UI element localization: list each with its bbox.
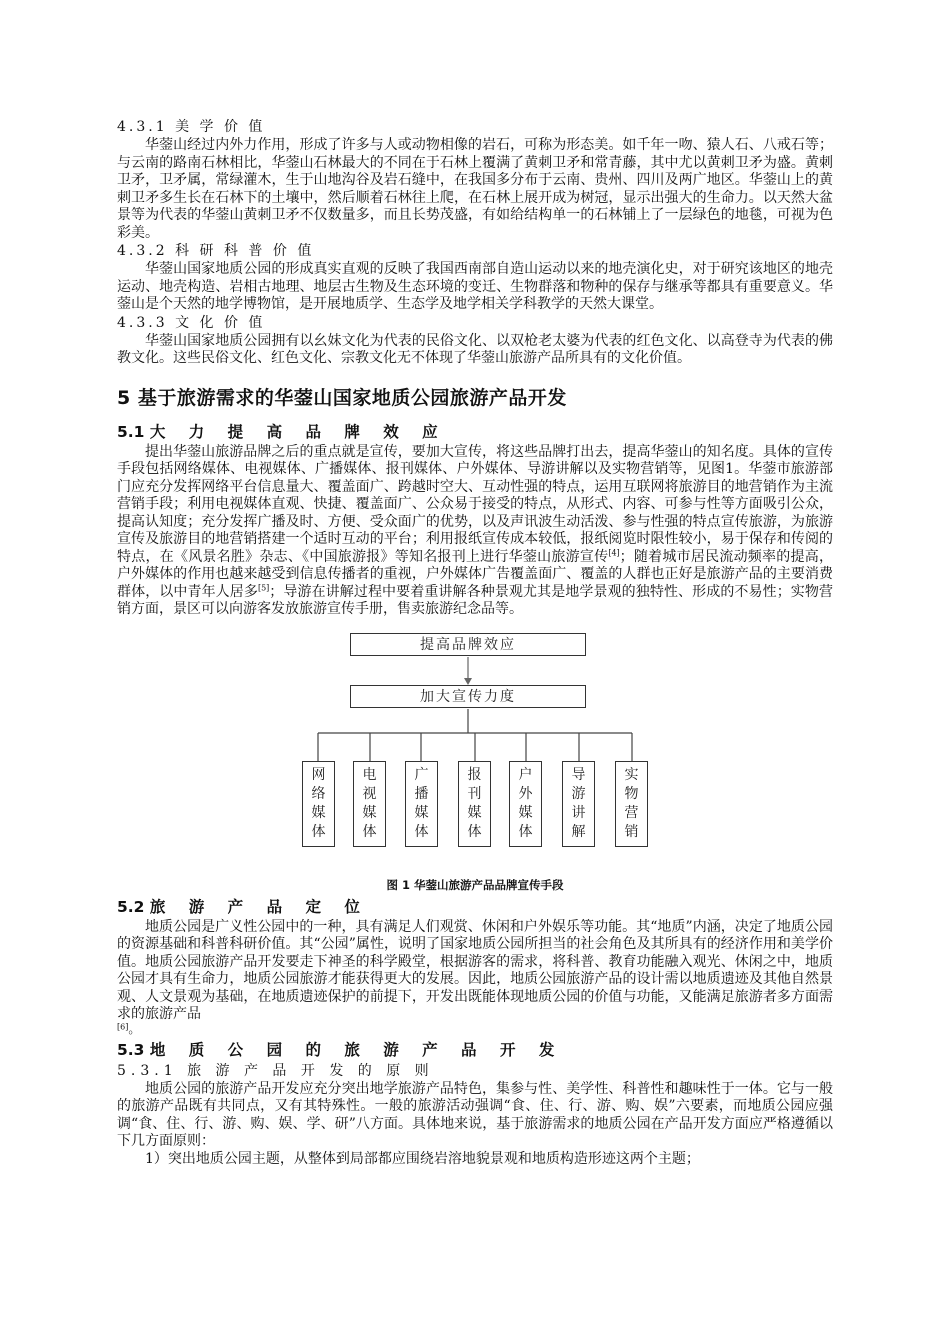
section-5-1-number: 5.1	[117, 422, 145, 441]
box-radio-media	[405, 761, 438, 847]
char: 体	[467, 823, 482, 840]
box-physical-marketing	[615, 761, 648, 847]
box-tv-media	[353, 761, 386, 847]
section-4-3-1-title: 4.3.1 美 学 价 值	[117, 119, 266, 135]
section-5-3-1-item-1: 1）突出地质公园主题，从整体到局部都应围绕岩溶地貌景观和地质构造形迹这两个主题；	[145, 1150, 700, 1167]
char: 游	[571, 785, 586, 802]
char: 销	[624, 823, 639, 840]
char: 媒	[518, 804, 533, 821]
char: 外	[518, 785, 533, 802]
box-increase-publicity: 加大宣传力度	[350, 685, 586, 708]
document-page	[117, 118, 833, 1168]
char: 实	[624, 766, 639, 783]
section-5-1-text-c: ；导游在讲解过程中要着重讲解各种景观尤其是地学景观的独特性、形成的不易性；实物营销方面，景区可以向游客发放旅游宣传手册，售卖旅游纪念品等。	[117, 583, 834, 617]
section-4-3-1-text: 华蓥山经过内外力作用，形成了许多与人或动物相像的岩石，可称为形态美。如千年一吻、猿人石、八戒石等；与云南的路南石林相比，华蓥山石林最大的不同在于石林上覆满了黄刺卫矛和常青藤，其中尤以黄刺卫矛为盛。黄刺卫矛，卫矛属，常绿灌木，生于山地沟谷及岩石缝中，在我国多分布于云南、贵州、四川及两广地区。华蓥山上的黄刺卫矛多生长在石林下的土壤中，然后顺着石林往上爬，在石林上展开成为树冠，显示出强大的生命力。以天然大盆景等为代表的华蓥山黄刺卫矛不仅数量多，而且长势茂盛，有如给结构单一的石林铺上了一层绿色的地毯，可视为色彩美。	[117, 137, 833, 241]
citation-6: [6]	[117, 1021, 129, 1031]
char: 体	[414, 823, 429, 840]
section-5-heading: 5 基于旅游需求的华蓥山国家地质公园旅游产品开发	[117, 386, 567, 409]
figure-1-diagram	[117, 633, 833, 875]
section-5-1-heading	[117, 422, 833, 442]
section-4-3-3-title: 4.3.3 文 化 价 值	[117, 314, 266, 331]
section-4-3-3-text: 华蓥山国家地质公园拥有以幺妹文化为代表的民俗文化、以双枪老太婆为代表的红色文化、以高登寺为代表的佛教文化。这些民俗文化、红色文化、宗教文化无不体现了华蓥山旅游产品所具有的文化价值。	[117, 332, 833, 366]
char: 媒	[362, 804, 377, 821]
char: 广	[414, 766, 429, 783]
char: 视	[362, 785, 377, 802]
char: 络	[311, 785, 326, 802]
section-5-2-title: 旅 游 产 品 定 位	[149, 897, 369, 916]
char: 电	[362, 766, 377, 783]
section-5-2-ref	[117, 1021, 833, 1036]
char: 播	[414, 785, 429, 802]
box-print-media	[458, 761, 491, 847]
section-5-3-title: 地 质 公 园 的 旅 游 产 品 开 发	[149, 1040, 564, 1059]
section-5-1-title: 大 力 提 高 品 牌 效 应	[149, 422, 447, 441]
char: 体	[362, 823, 377, 840]
char: 体	[311, 823, 326, 840]
box-improve-brand-effect: 提高品牌效应	[350, 633, 586, 656]
char: 网	[311, 766, 326, 783]
char: 报	[467, 766, 482, 783]
char: 讲	[571, 804, 586, 821]
char: 媒	[467, 804, 482, 821]
char: 解	[571, 823, 586, 840]
char: 导	[571, 766, 586, 783]
section-5-2-text: 地质公园是广义性公园中的一种，具有满足人们观赏、休闲和户外娱乐等功能。其“地质”内涵，决定了地质公园的资源基础和科普科研价值。其“公园”属性，说明了国家地质公园所担当的社会角色及其所具有的经济作用和美学价值。地质公园旅游产品开发要走下神圣的科学殿堂，根据游客的需求，将科普、教育功能融入观光、休闲之中，地质公园才具有生命力，地质公园旅游才能获得更大的发展。因此，地质公园旅游产品的设计需以地质遗迹及其他自然景观、人文景观为基础，在地质遗迹保护的前提下，开发出既能体现地质公园的价值与功能，又能满足旅游者多方面需求的旅游产品	[117, 918, 833, 1022]
citation-5: [5]	[257, 582, 270, 592]
section-5-3-number: 5.3	[117, 1040, 145, 1059]
section-5-1-text-b: ；随着城市居民流动频率的提高，户外媒体的作用也越来越受到信息传播者的重视，户外媒体广告覆盖面广、覆盖的人群也正好是旅游产品的主要消费群体，以中青年人居多	[117, 548, 834, 600]
section-5-3-1-text: 地质公园的旅游产品开发应充分突出地学旅游产品特色，集参与性、美学性、科普性和趣味性于一体。它与一般的旅游产品既有共同点，又有其特殊性。一般的旅游活动强调“食、住、行、游、购、娱”六要素，而地质公园应强调“食、住、行、游、购、娱、学、研”八方面。具体地来说，基于旅游需求的地质公园在产品开发方面应严格遵循以下几方面原则：	[117, 1080, 833, 1149]
char: 营	[624, 804, 639, 821]
char: 户	[518, 766, 533, 783]
section-4-3-2-text: 华蓥山国家地质公园的形成真实直观的反映了我国西南部自造山运动以来的地壳演化史，对于研究该地区的地壳运动、地壳构造、岩相古地理、地层古生物及生态环境的变迁、生物群落和物种的保存与继承等都具有重要意义。华蓥山是个天然的地学博物馆，是开展地质学、生态学及地学相关学科教学的天然大课堂。	[117, 261, 833, 312]
section-5-2-number: 5.2	[117, 897, 145, 916]
box-network-media	[302, 761, 335, 847]
char: 体	[518, 823, 533, 840]
char: 物	[624, 785, 639, 802]
char: 媒	[311, 804, 326, 821]
section-5-2-end: 。	[128, 1021, 141, 1036]
section-4-3-2-title: 4.3.2 科 研 科 普 价 值	[117, 243, 315, 259]
section-5-1-text-a: 提出华蓥山旅游品牌之后的重点就是宣传，要加大宣传，将这些品牌打出去，提高华蓥山的知名度。具体的宣传手段包括网络媒体、电视媒体、广播媒体、报刊媒体、户外媒体、导游讲解以及实物营销等，见图1。华蓥市旅游部门应充分发挥网络平台信息量大、覆盖面广、跨越时空大、互动性强的特点，运用互联网将旅游目的地营销作为主流营销手段；利用电视媒体直观、快捷、覆盖面广、公众易于接受的特点，从形式、内容、可参与性等方面吸引公众，提高认知度；充分发挥广播及时、方便、受众面广的优势，以及声讯波生动活泼、参与性强的特点宣传旅游，为旅游宣传及旅游目的地营销搭建一个适时互动的平台；利用报纸宣传成本较低，报纸阅览时限性较小，易于保存和传阅的特点，在《风景名胜》杂志、《中国旅游报》等知名报刊上进行华蓥山旅游宣传	[117, 443, 833, 565]
char: 媒	[414, 804, 429, 821]
section-5-1-text	[117, 444, 833, 619]
section-5-2-heading	[117, 897, 833, 917]
box-outdoor-media	[509, 761, 542, 847]
box-tour-guide	[562, 761, 595, 847]
char: 刊	[467, 785, 482, 802]
citation-4: [4]	[608, 547, 620, 557]
section-5-3-heading	[117, 1040, 833, 1060]
section-5-3-1-title: 5.3.1 旅 游 产 品 开 发 的 原 则	[117, 1062, 434, 1079]
figure-1-caption: 图 1 华蓥山旅游产品品牌宣传手段	[386, 877, 564, 892]
